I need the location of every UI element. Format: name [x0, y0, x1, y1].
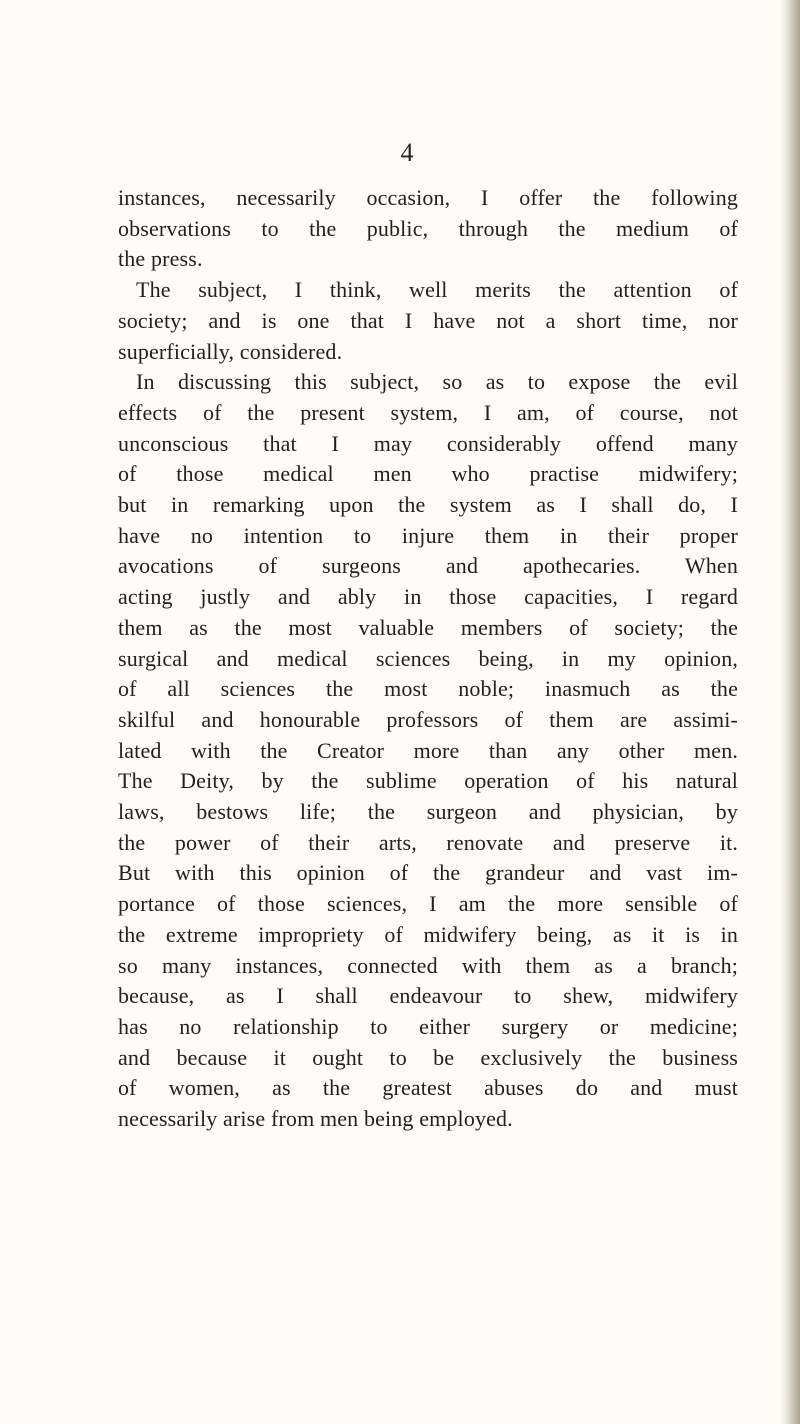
text-line: of all sciences the most noble; inasmuch as the — [118, 676, 738, 702]
text-line: has no relationship to either surgery or medicine; — [118, 1013, 738, 1039]
text-line: so many instances, connected with them as a branch; — [118, 952, 738, 978]
text-line: unconscious that I may considerably offend many — [118, 430, 738, 456]
text-line: the press. — [118, 246, 203, 272]
text-line: In discussing this subject, so as to expose the evil — [136, 369, 738, 395]
text-line: but in remarking upon the system as I shall do, I — [118, 492, 738, 518]
text-line: have no intention to injure them in their proper — [118, 522, 738, 548]
text-line: because, as I shall endeavour to shew, midwifery — [118, 983, 738, 1009]
text-line: observations to the public, through the medium of — [118, 215, 738, 241]
text-line: laws, bestows life; the surgeon and physician, by — [118, 799, 738, 825]
page-edge-shadow — [780, 0, 800, 1424]
text-line: necessarily arise from men being employed. — [118, 1106, 513, 1132]
text-line: But with this opinion of the grandeur and vast im- — [118, 860, 738, 886]
text-line: superficially, considered. — [118, 338, 343, 364]
text-line: the extreme impropriety of midwifery being, as it is in — [118, 921, 738, 947]
text-line: lated with the Creator more than any other men. — [118, 737, 738, 763]
text-line: instances, necessarily occasion, I offer the following — [118, 185, 738, 210]
text-line: effects of the present system, I am, of course, not — [118, 399, 738, 425]
text-line: avocations of surgeons and apothecaries. When — [118, 553, 738, 579]
text-line: surgical and medical sciences being, in my opinion, — [118, 645, 738, 671]
body-text — [118, 183, 738, 1135]
text-line: the power of their arts, renovate and preserve it. — [118, 829, 738, 855]
text-line: society; and is one that I have not a short time, nor — [118, 307, 738, 333]
text-line: acting justly and ably in those capacities, I regard — [118, 584, 738, 610]
page-number: 4 — [400, 138, 414, 167]
text-line: The subject, I think, well merits the attention of — [136, 277, 738, 303]
text-line: skilful and honourable professors of them are assimi- — [118, 706, 738, 732]
text-line: of those medical men who practise midwifery; — [118, 461, 738, 487]
text-line: and because it ought to be exclusively the business — [118, 1044, 738, 1070]
text-line: The Deity, by the sublime operation of his natural — [118, 768, 738, 794]
text-line: them as the most valuable members of society; the — [118, 614, 738, 640]
text-line: portance of those sciences, I am the more sensible of — [118, 891, 738, 917]
text-line: of women, as the greatest abuses do and must — [118, 1075, 738, 1101]
